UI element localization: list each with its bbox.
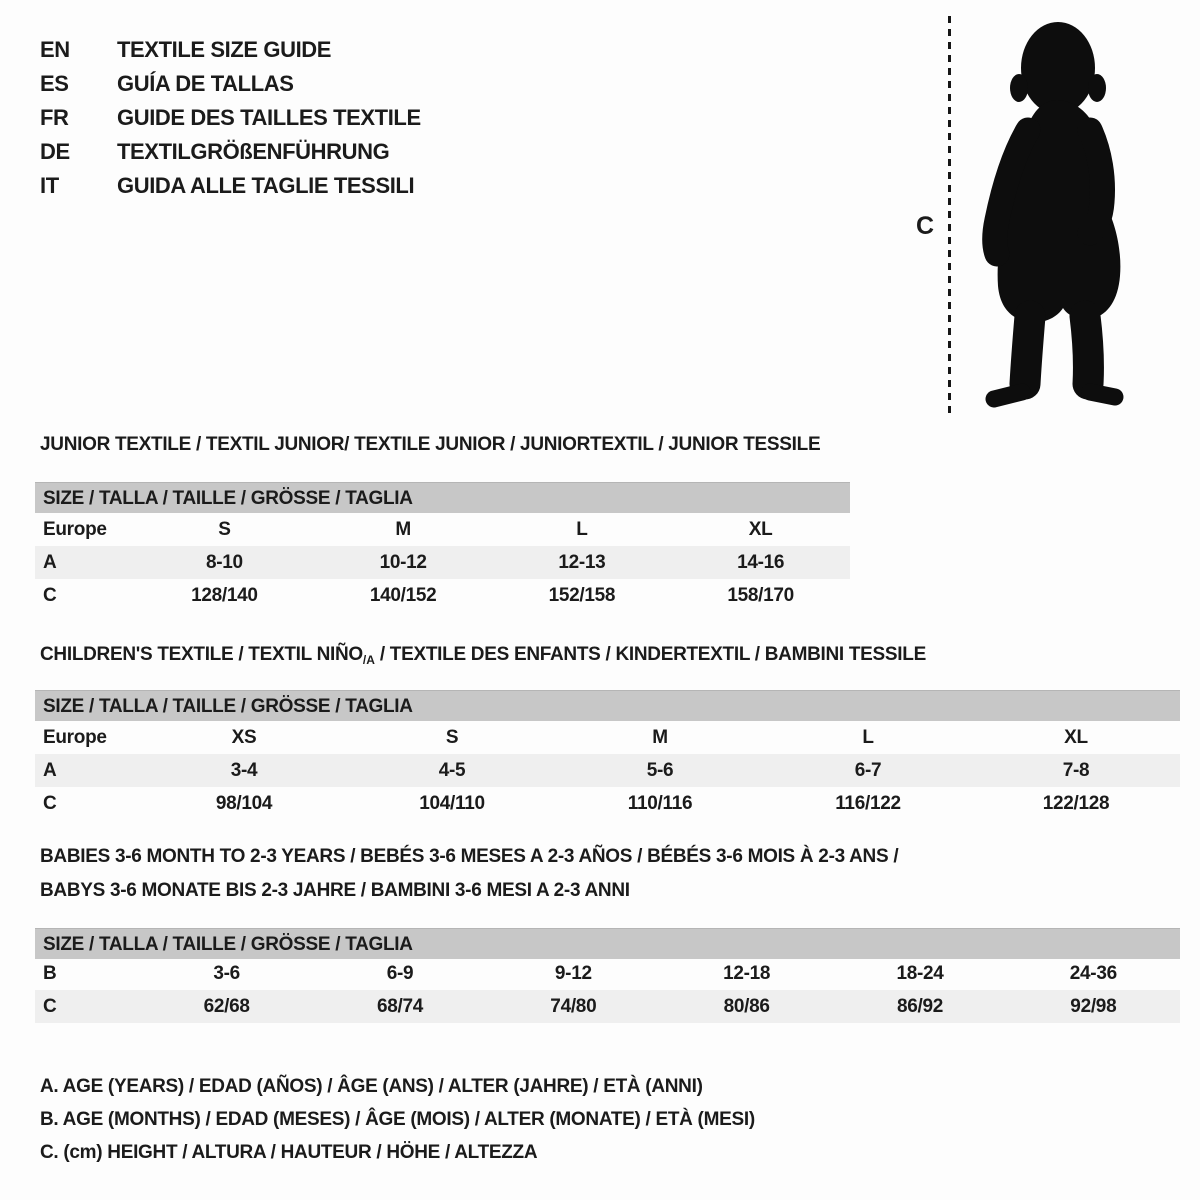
children-section-heading: [40, 644, 926, 667]
height-cell: 104/110: [419, 792, 485, 814]
footnote-age-years: A. AGE (YEARS) / EDAD (AÑOS) / ÂGE (ANS) / ALTER (JAHRE) / ETÀ (ANNI): [40, 1076, 703, 1097]
size-cell: XS: [231, 726, 257, 748]
size-cell: L: [576, 518, 588, 540]
age-cell: 14-16: [737, 551, 785, 573]
language-code: EN: [40, 37, 70, 62]
junior-size-header-row: [35, 513, 850, 546]
language-row-es: [40, 67, 421, 101]
size-cell: XL: [1064, 726, 1088, 748]
language-title: GUÍA DE TALLAS: [117, 71, 294, 96]
age-cell: 7-8: [1062, 759, 1090, 781]
size-cell: XL: [748, 518, 773, 540]
height-dashed-line: [948, 16, 951, 416]
months-cell: 24-36: [1069, 962, 1117, 984]
babies-height-row: [35, 990, 1180, 1023]
age-cell: 12-13: [558, 551, 606, 573]
months-cell: 3-6: [213, 962, 240, 984]
language-code: IT: [40, 173, 59, 198]
age-cell: 6-7: [854, 759, 882, 781]
footnote-height-cm: C. (cm) HEIGHT / ALTURA / HAUTEUR / HÖHE / ALTEZZA: [40, 1142, 538, 1163]
months-cell: 9-12: [554, 962, 592, 984]
size-cell: M: [652, 726, 668, 748]
language-title: TEXTILE SIZE GUIDE: [117, 37, 332, 62]
height-cell: 80/86: [723, 995, 770, 1017]
row-label: A: [43, 759, 57, 781]
language-title: GUIDE DES TAILLES TEXTILE: [117, 105, 421, 130]
months-cell: 6-9: [386, 962, 414, 984]
toddler-silhouette-icon: [966, 18, 1136, 418]
children-height-row: [35, 787, 1180, 820]
size-cell: S: [445, 726, 459, 748]
children-size-bar: SIZE / TALLA / TAILLE / GRÖSSE / TAGLIA: [35, 690, 1180, 721]
age-cell: 10-12: [379, 551, 427, 573]
junior-age-row: [35, 546, 850, 579]
height-cell: 68/74: [376, 995, 424, 1017]
children-heading-subscript: /A: [362, 653, 375, 667]
footnote-age-months: B. AGE (MONTHS) / EDAD (MESES) / ÂGE (MOIS) / ALTER (MONATE) / ETÀ (MESI): [40, 1109, 755, 1130]
children-heading-pre: CHILDREN'S TEXTILE / TEXTIL NIÑO: [40, 644, 363, 665]
language-code: DE: [40, 139, 70, 164]
height-cell: 98/104: [215, 792, 273, 814]
height-cell: 128/140: [191, 584, 258, 606]
height-cell: 74/80: [550, 995, 597, 1017]
children-heading-post: / TEXTILE DES ENFANTS / KINDERTEXTIL / BAMBINI TESSILE: [374, 644, 926, 665]
language-row-en: [40, 33, 421, 67]
row-label: B: [43, 962, 57, 984]
height-cell: 86/92: [896, 995, 944, 1017]
height-cell: 122/128: [1042, 792, 1110, 814]
language-title: GUIDA ALLE TAGLIE TESSILI: [117, 173, 415, 198]
language-list: [40, 33, 421, 203]
row-label: C: [43, 995, 57, 1017]
babies-section-heading-line1: BABIES 3-6 MONTH TO 2-3 YEARS / BEBÉS 3-6 MESES A 2-3 AÑOS / BÉBÉS 3-6 MOIS À 2-3 ANS /: [40, 846, 899, 867]
age-cell: 3-4: [230, 759, 258, 781]
height-cell: 116/122: [835, 792, 901, 814]
region-label: Europe: [43, 518, 107, 540]
junior-height-row: [35, 579, 850, 612]
babies-section-heading-line2: BABYS 3-6 MONATE BIS 2-3 JAHRE / BAMBINI 3-6 MESI A 2-3 ANNI: [40, 880, 630, 901]
babies-size-bar: SIZE / TALLA / TAILLE / GRÖSSE / TAGLIA: [35, 928, 1180, 959]
months-cell: 12-18: [723, 962, 771, 984]
size-cell: M: [395, 518, 411, 540]
age-cell: 5-6: [646, 759, 674, 781]
language-code: FR: [40, 105, 69, 130]
children-age-row: [35, 754, 1180, 787]
children-size-header-row: [35, 721, 1180, 754]
height-cell: 62/68: [203, 995, 250, 1017]
height-cell: 152/158: [548, 584, 616, 606]
months-cell: 18-24: [896, 962, 944, 984]
language-row-fr: [40, 101, 421, 135]
height-cell: 140/152: [369, 584, 437, 606]
language-code: ES: [40, 71, 69, 96]
region-label: Europe: [43, 726, 107, 748]
height-cell: 92/98: [1070, 995, 1117, 1017]
height-cell: 110/116: [627, 792, 693, 814]
junior-section-heading: JUNIOR TEXTILE / TEXTIL JUNIOR/ TEXTILE JUNIOR / JUNIORTEXTIL / JUNIOR TESSILE: [40, 434, 821, 455]
size-cell: S: [218, 518, 231, 540]
height-measure-label: C: [916, 212, 935, 240]
language-row-it: [40, 169, 421, 203]
babies-months-row: [35, 957, 1180, 990]
age-cell: 8-10: [205, 551, 243, 573]
height-cell: 158/170: [727, 584, 794, 606]
row-label: A: [43, 551, 57, 573]
age-cell: 4-5: [438, 759, 466, 781]
size-cell: L: [862, 726, 874, 748]
row-label: C: [43, 584, 57, 606]
row-label: C: [43, 792, 57, 814]
junior-size-bar: SIZE / TALLA / TAILLE / GRÖSSE / TAGLIA: [35, 482, 850, 513]
language-title: TEXTILGRÖßENFÜHRUNG: [117, 139, 390, 164]
language-row-de: [40, 135, 421, 169]
